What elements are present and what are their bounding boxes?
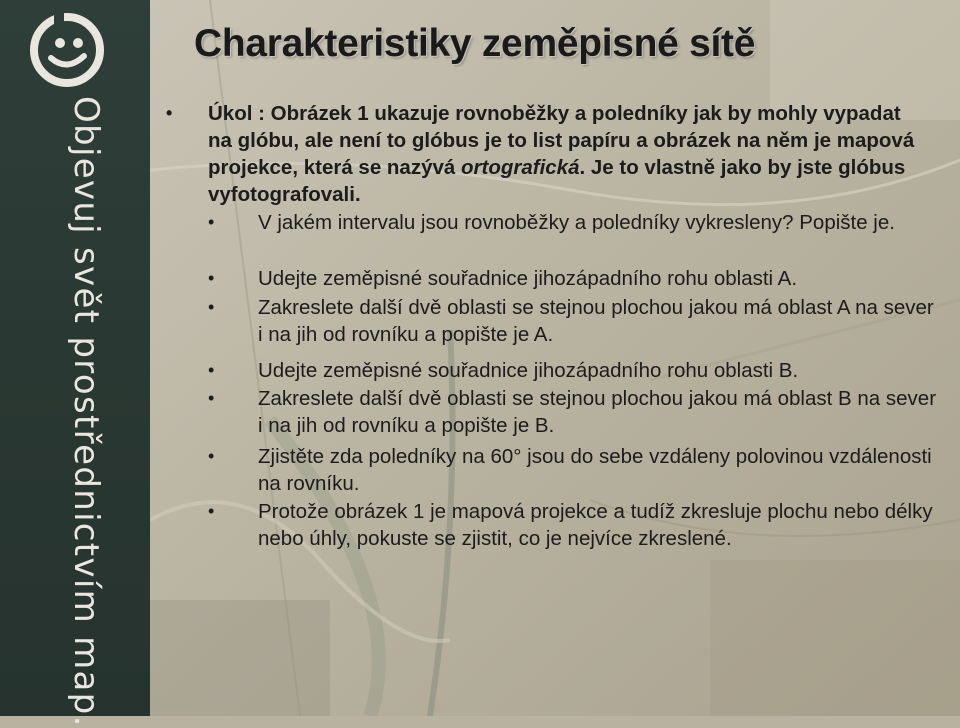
sub-bullet-item	[208, 385, 938, 439]
sub-bullet-item	[208, 498, 938, 552]
sub-bullet-item	[208, 443, 938, 497]
main-bullet-suffix: . Je to vlastně jako by jste glóbus vyfotografovali.	[208, 156, 906, 206]
bullet-icon: •	[208, 268, 215, 288]
sub-bullet-item	[208, 294, 938, 348]
sub-bullet-text: Protože obrázek 1 je mapová projekce a tudíž zkresluje plochu nebo délky nebo úhly, pokuste se zjistit, co je nejvíce zkreslené.	[258, 500, 933, 550]
smiley-logo-icon	[24, 10, 110, 90]
sub-bullet-text: Zakreslete další dvě oblasti se stejnou plochou jakou má oblast A na sever i na jih od rovníku a popište je A.	[258, 296, 934, 346]
main-bullet-emphasis: ortografická	[461, 156, 580, 179]
bullet-icon: •	[166, 103, 173, 123]
bullet-icon: •	[208, 212, 215, 232]
sub-bullet-text: Udejte zeměpisné souřadnice jihozápadního rohu oblasti B.	[258, 359, 799, 382]
bullet-icon: •	[208, 360, 215, 380]
sub-bullet-text: Zakreslete další dvě oblasti se stejnou plochou jakou má oblast B na sever i na jih od rovníku a popište je B.	[258, 387, 937, 437]
sidebar-brand-strip	[0, 0, 150, 728]
sub-bullet-item	[208, 209, 938, 236]
sub-bullet-text: Zjistěte zda poledníky na 60° jsou do sebe vzdáleny polovinou vzdálenosti na rovníku.	[258, 445, 932, 495]
sub-bullet-item	[208, 357, 938, 384]
page-title: Charakteristiky zeměpisné sítě	[194, 22, 756, 65]
sub-bullet-text: V jakém intervalu jsou rovnoběžky a poledníky vykresleny? Popište je.	[258, 211, 895, 234]
bullet-icon: •	[208, 388, 215, 408]
slide-content	[150, 0, 960, 716]
main-bullet	[166, 100, 928, 208]
bullet-icon: •	[208, 297, 215, 317]
bullet-icon: •	[208, 446, 215, 466]
sub-bullet-item	[208, 265, 938, 292]
sub-bullet-text: Udejte zeměpisné souřadnice jihozápadního rohu oblasti A.	[258, 267, 798, 290]
bullet-icon: •	[208, 501, 215, 521]
main-bullet-text: Úkol : Obrázek 1 ukazuje rovnoběžky a poledníky jak by mohly vypadat na glóbu, ale není to glóbus je to list papíru a obrázek na něm je mapová projekce, která se nazývá	[208, 102, 915, 179]
sidebar-brand-text: Objevuj svět prostřednictvím map.	[66, 96, 106, 728]
